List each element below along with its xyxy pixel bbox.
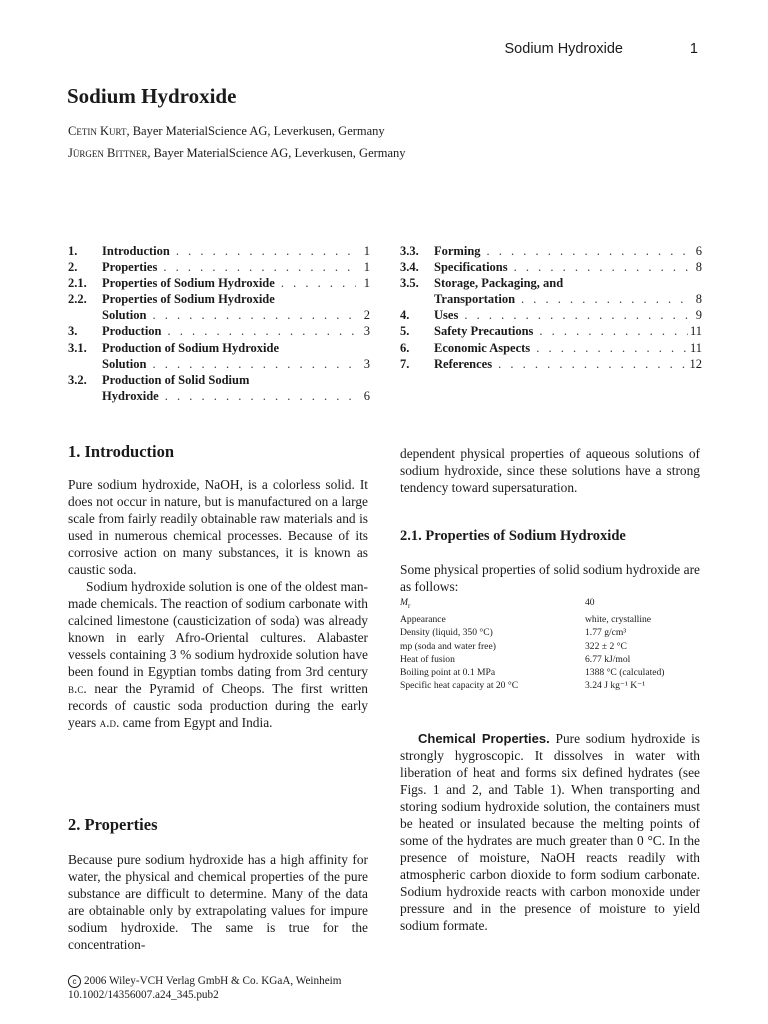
running-title: Sodium Hydroxide xyxy=(504,41,623,57)
toc-page: 11 xyxy=(689,340,702,355)
property-name: $M_r$ xyxy=(400,597,411,610)
toc-page: 3 xyxy=(363,356,370,371)
toc-label: Production of Sodium Hydroxide xyxy=(102,340,279,355)
author-name: Jürgen Bittner xyxy=(68,146,148,160)
toc-entry[interactable] xyxy=(400,340,702,356)
paragraph: dependent physical properties of aqueous solutions of sodium hydroxide, since these solutions have a strong tendency toward supersaturation. xyxy=(400,446,700,495)
physical-properties-table xyxy=(400,596,700,692)
copyright-icon: c xyxy=(68,975,81,988)
toc-entry-cont[interactable] xyxy=(68,356,370,372)
toc-page: 9 xyxy=(695,308,702,323)
toc-label: Production of Solid Sodium xyxy=(102,372,250,387)
run-in-heading: Chemical Properties. xyxy=(418,731,550,746)
table-row xyxy=(400,666,700,679)
toc-label: Properties xyxy=(102,260,158,275)
toc-num: 1. xyxy=(68,244,78,258)
toc-entry[interactable] xyxy=(68,275,370,291)
toc-entry-cont[interactable] xyxy=(68,388,370,404)
toc-label: Properties of Sodium Hydroxide xyxy=(102,276,275,291)
toc-label: Safety Precautions xyxy=(434,324,534,339)
author-line xyxy=(68,124,385,139)
table-row xyxy=(400,653,700,666)
toc-num: 3.3. xyxy=(400,244,419,258)
toc-num: 5. xyxy=(400,324,410,339)
toc-entry[interactable] xyxy=(68,243,370,259)
toc-page: 1 xyxy=(363,276,370,291)
toc-label: Storage, Packaging, and xyxy=(434,276,564,291)
toc-label: Transportation xyxy=(434,292,516,307)
toc-entry[interactable] xyxy=(68,259,370,275)
toc-label: References xyxy=(434,356,493,371)
author-affiliation: , Bayer MaterialScience AG, Leverkusen, Germany xyxy=(147,146,406,160)
property-name: mp (soda and water free) xyxy=(400,640,496,652)
toc-num: 3.2. xyxy=(68,372,87,387)
properties-body xyxy=(68,851,368,953)
author-name: Cetin Kurt xyxy=(68,124,127,138)
property-value: 1.77 g/cm³ xyxy=(585,627,627,639)
table-row xyxy=(400,613,700,626)
toc-label: Solution xyxy=(102,308,147,323)
toc-label: Introduction xyxy=(102,244,170,258)
chemical-properties-body xyxy=(400,730,700,934)
doi: 10.1002/14356007.a24_345.pub2 xyxy=(68,989,219,1001)
toc-label: Specifications xyxy=(434,260,508,275)
toc-entry[interactable] xyxy=(400,323,702,339)
toc-label: Solution xyxy=(102,356,147,371)
table-row xyxy=(400,640,700,653)
page-number: 1 xyxy=(689,41,698,57)
toc-num: 4. xyxy=(400,308,410,323)
toc-page: 8 xyxy=(695,260,702,275)
property-value: 322 ± 2 °C xyxy=(585,640,627,652)
toc-num: 3.5. xyxy=(400,276,419,291)
toc-entry[interactable] xyxy=(400,275,702,291)
toc-entry[interactable] xyxy=(68,340,370,356)
toc-num: 3.4. xyxy=(400,260,419,275)
property-name: Heat of fusion xyxy=(400,653,455,665)
table-row xyxy=(400,679,700,692)
author-line xyxy=(68,146,406,161)
properties-naoh-intro xyxy=(400,561,700,595)
toc-page: 8 xyxy=(695,292,702,307)
toc-num: 2.2. xyxy=(68,292,87,307)
table-row xyxy=(400,626,700,639)
paragraph: Because pure sodium hydroxide has a high affinity for water, the physical and chemical properties of the pure substance are difficult to determine. Many of the data are obtainable only by extrapolating values for impure sodium hydroxide. The same is true for the concentration- xyxy=(68,852,368,952)
property-value: 6.77 kJ/mol xyxy=(585,653,631,665)
subsection-heading-properties-naoh: 2.1. Properties of Sodium Hydroxide xyxy=(400,528,626,544)
property-value: 1388 °C (calculated) xyxy=(585,666,665,678)
toc-num: 2.1. xyxy=(68,276,87,291)
table-row xyxy=(400,596,700,613)
properties-body-continued xyxy=(400,445,700,496)
property-value: white, crystalline xyxy=(585,614,652,626)
property-value: 40 xyxy=(585,597,595,608)
paragraph: Sodium hydroxide solution is one of the oldest man-made chemicals. The reaction of sodium carbonate with calcined limestone (causticization of soda) was already known in early Afro-Oriental cultures. Alabaster vessels containing 3 % sodium hydroxide solution have been found in Egyptian tombs dating from 3rd century b.c. near the Pyramid of Cheops. The first written records of caustic soda production during the early years a.d. came from Egypt and India. xyxy=(68,579,368,730)
toc-left xyxy=(68,243,370,404)
toc-entry[interactable] xyxy=(400,307,702,323)
property-name: Density (liquid, 350 °C) xyxy=(400,627,493,639)
copyright-line xyxy=(68,974,341,988)
toc-right xyxy=(400,243,702,372)
section-heading-properties: 2. Properties xyxy=(68,815,158,834)
toc-entry-cont[interactable] xyxy=(400,291,702,307)
property-name: Appearance xyxy=(400,614,446,626)
toc-entry[interactable] xyxy=(400,356,702,372)
toc-page: 11 xyxy=(689,324,702,339)
toc-num: 3. xyxy=(68,324,78,339)
toc-label: Forming xyxy=(434,244,481,258)
paragraph: Some physical properties of solid sodium hydroxide are as follows: xyxy=(400,562,700,594)
property-value: 3.24 J kg⁻¹ K⁻¹ xyxy=(585,680,646,692)
introduction-body xyxy=(68,476,368,731)
property-name: Specific heat capacity at 20 °C xyxy=(400,680,519,692)
toc-num: 3.1. xyxy=(68,340,87,355)
toc-label: Uses xyxy=(434,308,459,323)
paragraph: Chemical Properties. Pure sodium hydroxide is strongly hygroscopic. It dissolves in water with liberation of heat and forms six defined hydrates (see Figs. 1 and 2, and Table 1). When transporting and storing sodium hydroxide solution, the containers must be heated or insulated because the melting points of some of the hydrates are much greater than 0 °C. In the presence of moisture, NaOH reacts readily with atmospheric carbon dioxide to form sodium carbonate. Sodium hydroxide reacts with carbon monoxide under pressure and in the presence of moisture to yield sodium formate. xyxy=(400,731,700,933)
copyright-text: 2006 Wiley-VCH Verlag GmbH & Co. KGaA, Weinheim xyxy=(84,975,342,987)
toc-entry[interactable] xyxy=(68,291,370,307)
toc-label: Hydroxide xyxy=(102,388,159,403)
toc-label: Production xyxy=(102,324,162,339)
toc-page: 6 xyxy=(363,388,370,403)
toc-num: 7. xyxy=(400,356,410,371)
toc-page: 12 xyxy=(689,356,702,371)
toc-entry[interactable] xyxy=(400,243,702,259)
toc-entry[interactable] xyxy=(68,372,370,388)
section-heading-introduction: 1. Introduction xyxy=(68,442,175,461)
toc-page: 1 xyxy=(363,244,370,258)
paragraph: Pure sodium hydroxide, NaOH, is a colorless solid. It does not occur in nature, but is manufactured on a large scale from fairly readily obtainable raw materials and is used in numerous chemical processes. Because of its corrosive action on many substances, it is known as caustic soda. xyxy=(68,477,368,577)
toc-entry[interactable] xyxy=(400,259,702,275)
article-title: Sodium Hydroxide xyxy=(67,84,237,108)
toc-page: 3 xyxy=(363,324,370,339)
toc-label: Economic Aspects xyxy=(434,340,531,355)
toc-num: 2. xyxy=(68,260,78,275)
property-name: Boiling point at 0.1 MPa xyxy=(400,666,496,678)
toc-page: 2 xyxy=(363,308,370,323)
toc-page: 1 xyxy=(363,260,370,275)
toc-entry-cont[interactable] xyxy=(68,307,370,323)
author-affiliation: , Bayer MaterialScience AG, Leverkusen, Germany xyxy=(126,124,385,138)
toc-entry[interactable] xyxy=(68,323,370,339)
toc-num: 6. xyxy=(400,340,410,355)
toc-label: Properties of Sodium Hydroxide xyxy=(102,292,275,307)
toc-page: 6 xyxy=(695,244,702,258)
